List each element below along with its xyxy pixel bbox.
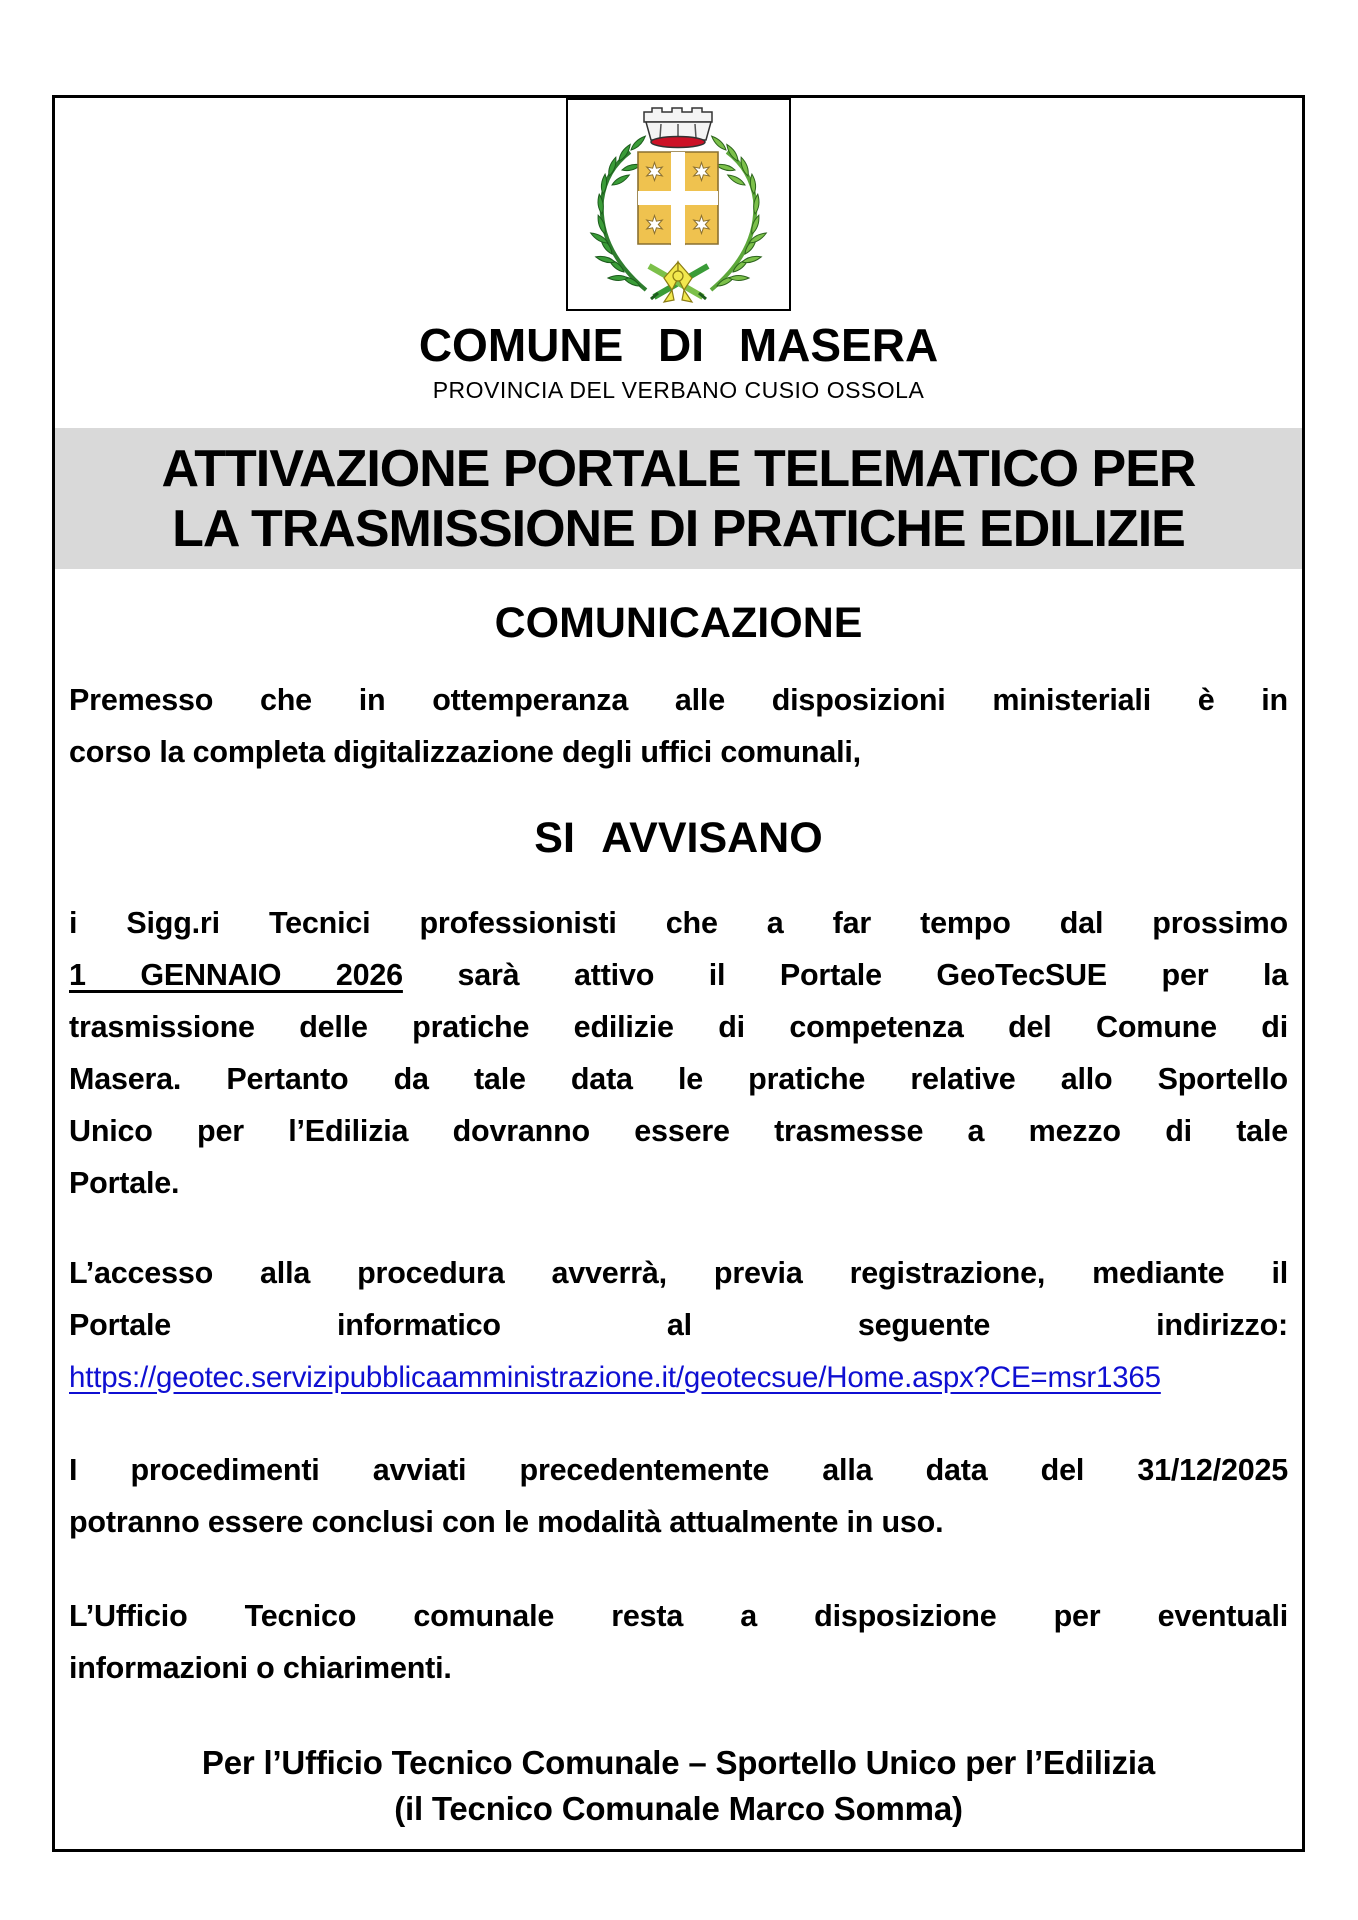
avviso-line-3: trasmissione delle pratiche edilizie di competenza del Comune di (69, 1009, 1288, 1044)
mural-crown-icon (644, 108, 712, 148)
document-border-frame (52, 95, 1305, 1852)
signature-block (69, 1740, 1288, 1832)
comunicazione-heading: COMUNICAZIONE (494, 598, 863, 647)
premessa-paragraph (69, 674, 1288, 778)
avviso-line-2 (69, 949, 1288, 1001)
activation-date-underlined: 1 GENNAIO 2026 (69, 957, 403, 992)
avviso-line-1: i Sigg.ri Tecnici professionisti che a far tempo dal prossimo (69, 905, 1288, 940)
procedimenti-paragraph (69, 1444, 1288, 1548)
ufficio-line-2: informazioni o chiarimenti. (69, 1650, 452, 1685)
procedimenti-line-2: potranno essere conclusi con le modalità attualmente in uso. (69, 1504, 944, 1539)
banner-line-2: LA TRASMISSIONE DI PRATICHE EDILIZIE (172, 499, 1185, 558)
avviso-line-6: Portale. (69, 1165, 180, 1200)
accesso-line-1: L’accesso alla procedura avverrà, previa registrazione, mediante il (69, 1255, 1288, 1290)
notice-title-banner (55, 428, 1302, 569)
procedimenti-line-1: I procedimenti avviati precedentemente alla data del 31/12/2025 (69, 1452, 1288, 1487)
banner-line-1: ATTIVAZIONE PORTALE TELEMATICO PER (161, 439, 1196, 498)
municipal-coat-of-arms (566, 98, 791, 311)
portal-url-line (69, 1351, 1288, 1404)
avviso-line-2-rest: sarà attivo il Portale GeoTecSUE per la (402, 957, 1288, 992)
avviso-heading: SI AVVISANO (534, 813, 823, 862)
signature-line-1: Per l’Ufficio Tecnico Comunale – Sportello Unico per l’Edilizia (201, 1743, 1156, 1781)
ufficio-paragraph (69, 1590, 1288, 1694)
avviso-line-5: Unico per l’Edilizia dovranno essere trasmesse a mezzo di tale (69, 1113, 1288, 1148)
premessa-line-1: Premesso che in ottemperanza alle disposizioni ministeriali è in (69, 682, 1288, 717)
accesso-paragraph (69, 1247, 1288, 1404)
ufficio-line-1: L’Ufficio Tecnico comunale resta a disposizione per eventuali (69, 1598, 1288, 1633)
premessa-line-2: corso la completa digitalizzazione degli uffici comunali, (69, 734, 861, 769)
portal-url-link[interactable]: https://geotec.servizipubblicaamministrazione.it/geotecsue/Home.aspx?CE=msr1365 (69, 1360, 1161, 1394)
page-title: COMUNE DI MASERA (418, 319, 939, 371)
avviso-paragraph (69, 897, 1288, 1209)
shield-icon (638, 152, 718, 257)
avviso-line-4: Masera. Pertanto da tale data le pratiche relative allo Sportello (69, 1061, 1288, 1096)
coat-of-arms-icon (568, 100, 789, 309)
accesso-line-2: Portale informatico al seguente indirizzo: (69, 1307, 1288, 1342)
page-subtitle: PROVINCIA DEL VERBANO CUSIO OSSOLA (432, 376, 925, 403)
signature-line-2: (il Tecnico Comunale Marco Somma) (394, 1789, 963, 1827)
